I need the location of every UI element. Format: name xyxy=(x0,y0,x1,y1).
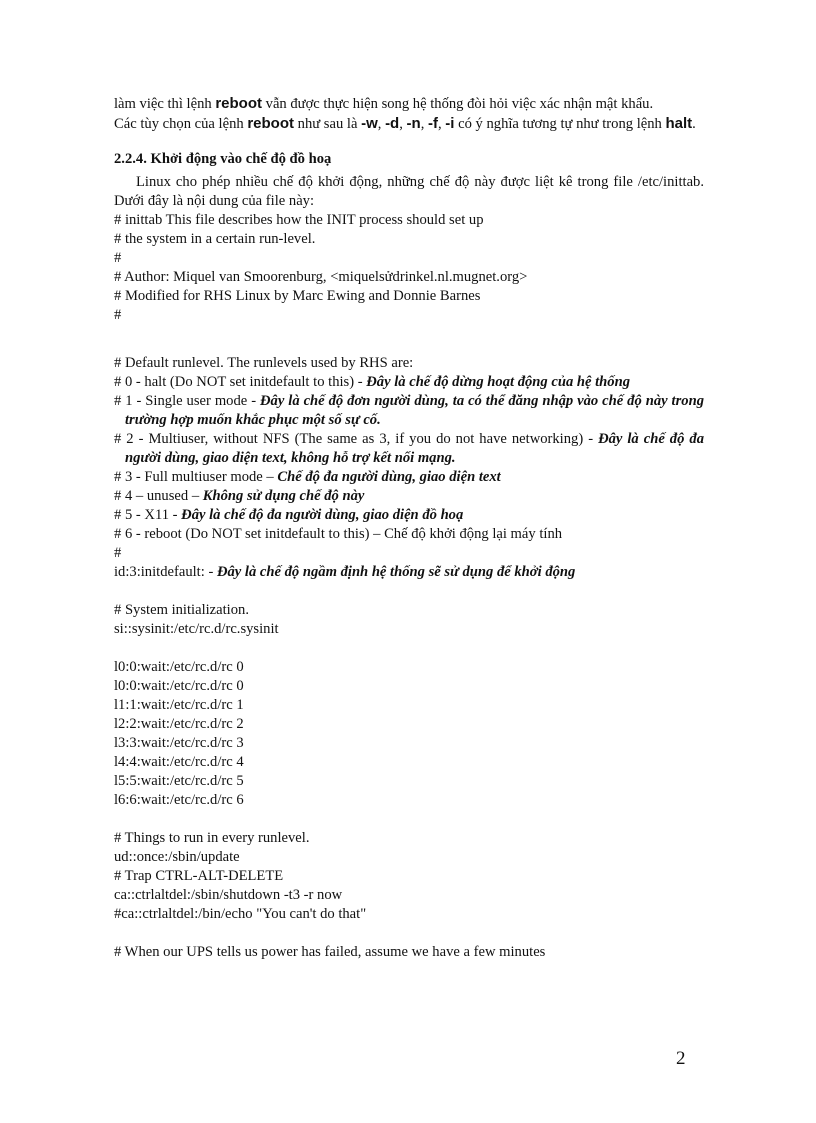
code-line: # Things to run in every runlevel. xyxy=(114,830,310,846)
spacer xyxy=(114,325,704,354)
text: # 2 - Multiuser, without NFS (The same as 3, if you do not have networking) - xyxy=(114,431,599,447)
text: vẫn được thực hiện song hệ thống đòi hỏi việc xác nhận mật khẩu. xyxy=(262,96,654,112)
runlevel-4 xyxy=(114,487,704,506)
annotation: Đây là chế độ đa người dùng, giao diện đồ hoạ xyxy=(181,507,464,523)
option-d: -d xyxy=(385,115,400,132)
text: # 5 - X11 - xyxy=(114,507,182,523)
spacer xyxy=(114,582,704,601)
command-halt: halt xyxy=(665,115,693,132)
option-w: -w xyxy=(361,115,378,132)
annotation: Không sử dụng chế độ này xyxy=(202,488,365,504)
section-intro: Linux cho phép nhiều chế độ khởi động, những chế độ này được liệt kê trong file /etc/inittab. Dưới đây là nội dung của file này: xyxy=(114,174,704,209)
spacer xyxy=(114,639,704,658)
runlevel-6: # 6 - reboot (Do NOT set initdefault to this) – Chế độ khởi động lại máy tính xyxy=(114,526,563,542)
code-line: # Author: Miquel van Smoorenburg, <miquelsửdrinkel.nl.mugnet.org> xyxy=(114,269,528,285)
runlevel-2 xyxy=(114,430,704,468)
code-line: l1:1:wait:/etc/rc.d/rc 1 xyxy=(114,697,244,713)
code-line: # Trap CTRL-ALT-DELETE xyxy=(114,868,284,884)
spacer xyxy=(114,924,704,943)
code-line: # When our UPS tells us power has failed, assume we have a few minutes xyxy=(114,944,546,960)
initdefault-line xyxy=(114,563,704,582)
code-line: #ca::ctrlaltdel:/bin/echo "You can't do that" xyxy=(114,906,367,922)
option-f: -f xyxy=(428,115,438,132)
runlevel-1 xyxy=(114,392,704,430)
code-line: l2:2:wait:/etc/rc.d/rc 2 xyxy=(114,716,244,732)
text: id:3:initdefault: - xyxy=(114,564,217,580)
text: . xyxy=(692,116,696,132)
separator: , xyxy=(438,116,446,132)
code-line: # Modified for RHS Linux by Marc Ewing and Donnie Barnes xyxy=(114,288,481,304)
annotation: Đây là chế độ đơn người dùng, ta có thể đăng nhập vào chế độ này trong trường hợp muốn khắc phục một số sự cố. xyxy=(125,393,704,428)
command-reboot: reboot xyxy=(215,95,262,112)
section-heading: 2.2.4. Khởi động vào chế độ đồ hoạ xyxy=(114,151,332,167)
document-page xyxy=(114,94,704,962)
code-line: l3:3:wait:/etc/rc.d/rc 3 xyxy=(114,735,244,751)
annotation: Chế độ đa người dùng, giao diện text xyxy=(277,469,501,485)
text: Các tùy chọn của lệnh xyxy=(114,116,248,132)
code-line: l0:0:wait:/etc/rc.d/rc 0 xyxy=(114,678,244,694)
annotation: Đây là chế độ ngầm định hệ thống sẽ sử dụng để khởi động xyxy=(216,564,576,580)
separator: , xyxy=(399,116,407,132)
code-line: l6:6:wait:/etc/rc.d/rc 6 xyxy=(114,792,244,808)
text: # 0 - halt (Do NOT set initdefault to this) - xyxy=(114,374,367,390)
annotation: Đây là chế độ dừng hoạt động của hệ thống xyxy=(366,374,631,390)
code-line: ud::once:/sbin/update xyxy=(114,849,240,865)
separator: , xyxy=(420,116,428,132)
code-line: l5:5:wait:/etc/rc.d/rc 5 xyxy=(114,773,244,789)
option-n: -n xyxy=(406,115,421,132)
text: # 4 – unused – xyxy=(114,488,203,504)
intro-paragraph-1 xyxy=(114,94,704,114)
runlevel-3 xyxy=(114,468,704,487)
code-line: ca::ctrlaltdel:/sbin/shutdown -t3 -r now xyxy=(114,887,343,903)
code-line: # the system in a certain run-level. xyxy=(114,231,316,247)
separator: , xyxy=(377,116,386,132)
intro-paragraph-2 xyxy=(114,114,704,134)
text: như sau là xyxy=(294,116,362,132)
code-line: # Default runlevel. The runlevels used by RHS are: xyxy=(114,355,414,371)
code-line: si::sysinit:/etc/rc.d/rc.sysinit xyxy=(114,621,279,637)
code-line: # inittab This file describes how the INIT process should set up xyxy=(114,212,484,228)
code-line: # xyxy=(114,250,122,266)
code-line: # xyxy=(114,545,122,561)
text: có ý nghĩa tương tự như trong lệnh xyxy=(454,116,666,132)
code-line: # xyxy=(114,307,122,323)
command-reboot: reboot xyxy=(247,115,294,132)
text: # 1 - Single user mode - xyxy=(114,393,261,409)
spacer xyxy=(114,810,704,829)
code-line: l4:4:wait:/etc/rc.d/rc 4 xyxy=(114,754,244,770)
annotation: Đây là chế độ đa người dùng, giao diện text, không hỗ trợ kết nối mạng. xyxy=(125,431,704,466)
text: làm việc thì lệnh xyxy=(114,96,216,112)
code-line: # System initialization. xyxy=(114,602,249,618)
runlevel-0 xyxy=(114,373,704,392)
page-number: 2 xyxy=(676,1048,686,1069)
code-line: l0:0:wait:/etc/rc.d/rc 0 xyxy=(114,659,244,675)
option-i: -i xyxy=(445,115,455,132)
runlevel-5 xyxy=(114,506,704,525)
text: # 3 - Full multiuser mode – xyxy=(114,469,278,485)
